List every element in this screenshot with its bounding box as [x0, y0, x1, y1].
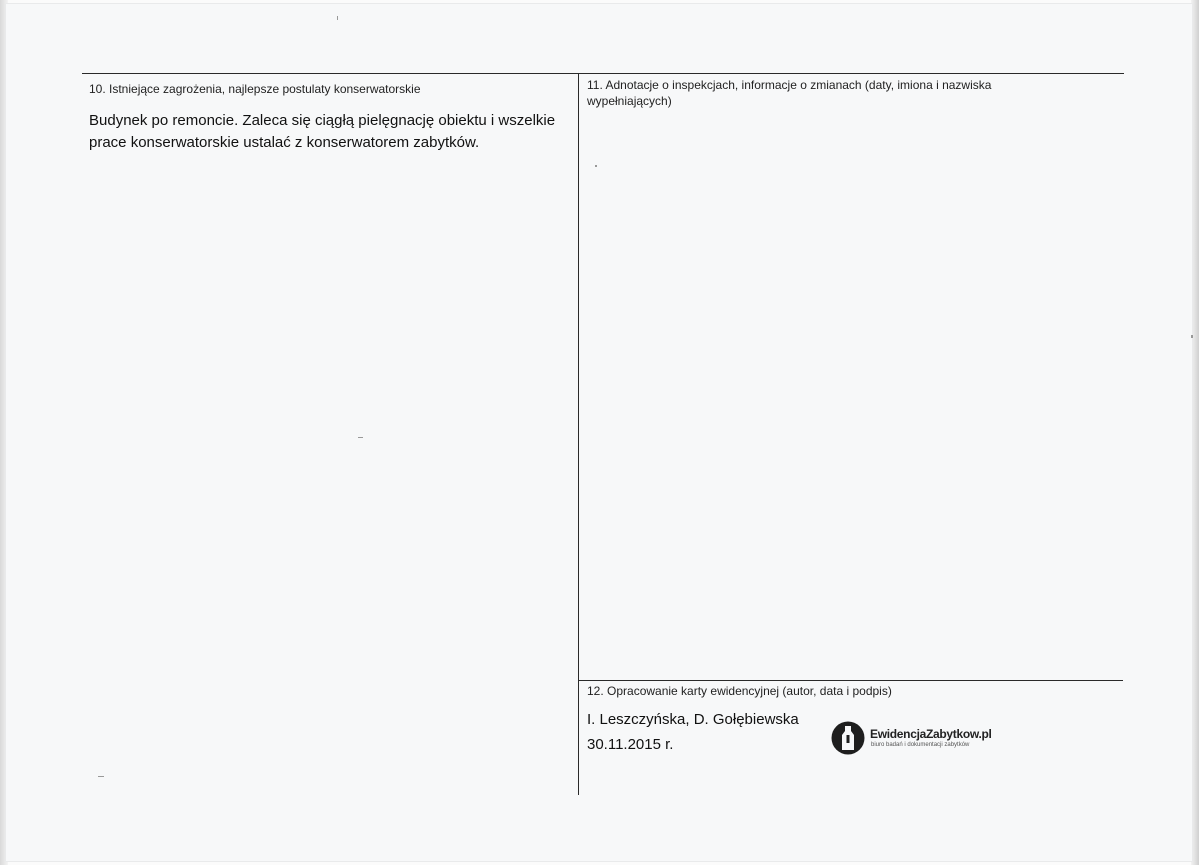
- scan-edge-right: [1191, 0, 1199, 865]
- section10-text-line2: prace konserwatorskie ustalać z konserwatorem zabytków.: [89, 134, 480, 151]
- scan-speck: [98, 776, 104, 777]
- section11-label-line2: wypełniających): [587, 94, 672, 108]
- section12-authors: I. Leszczyńska, D. Gołębiewska: [587, 711, 799, 728]
- section11-label-line1: 11. Adnotacje o inspekcjach, informacje o zmianach (daty, imiona i nazwiska: [587, 78, 992, 92]
- section10-label: 10. Istniejące zagrożenia, najlepsze postulaty konserwatorskie: [89, 82, 421, 96]
- section12-date: 30.11.2015 r.: [587, 736, 674, 753]
- scan-speck: [358, 437, 363, 438]
- scan-speck: [595, 165, 597, 167]
- monument-logo-icon: [830, 720, 866, 756]
- section12-label: 12. Opracowanie karty ewidencyjnej (autor, data i podpis): [587, 684, 892, 698]
- column-divider: [578, 73, 579, 795]
- section12-rule: [578, 680, 1123, 681]
- section10-text-line1: Budynek po remoncie. Zaleca się ciągłą pielęgnację obiektu i wszelkie: [89, 112, 556, 129]
- logo: [830, 720, 1000, 760]
- logo-tagline: biuro badań i dokumentacji zabytków: [871, 742, 970, 748]
- logo-name: EwidencjaZabytkow.pl: [870, 727, 992, 741]
- top-rule: [82, 73, 1124, 74]
- scan-speck: [337, 16, 338, 20]
- scan-speck: [1191, 335, 1193, 338]
